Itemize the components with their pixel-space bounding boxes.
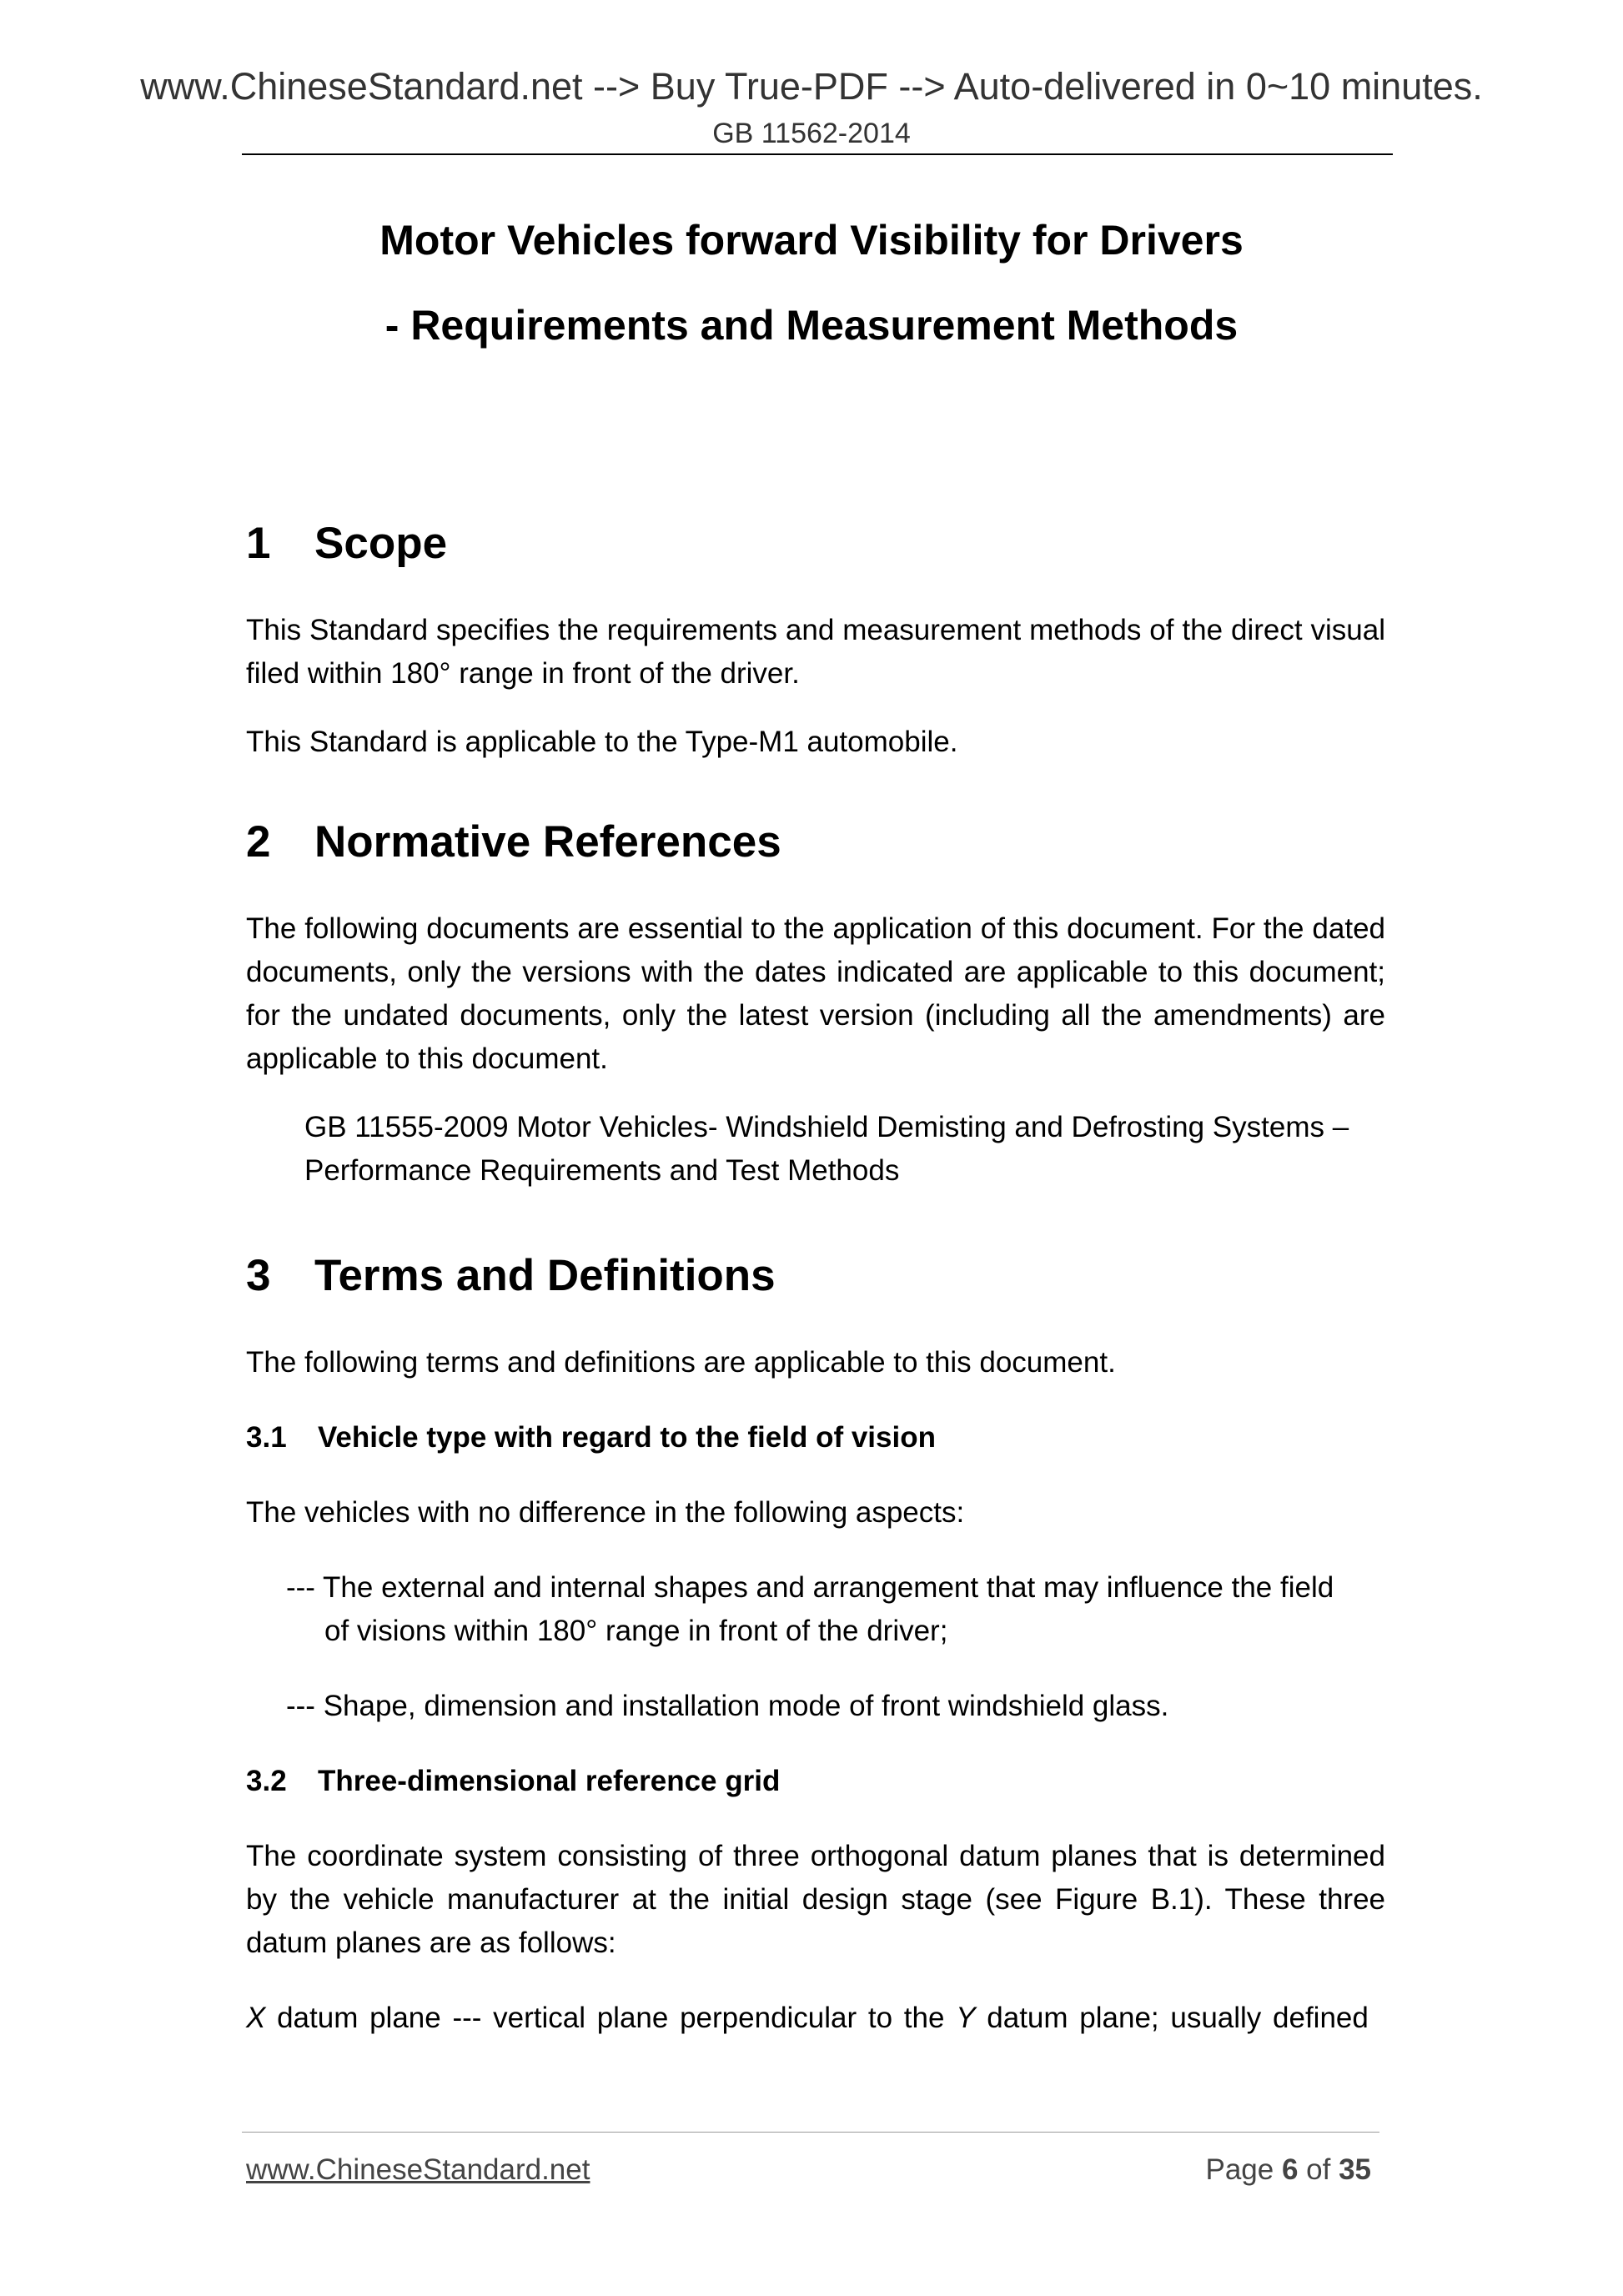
list-item-line: --- The external and internal shapes and arrangement that may influence the field xyxy=(286,1571,1334,1604)
paragraph: The coordinate system consisting of three orthogonal datum planes that is determined by the vehicle manufacturer at the initial design stage (see Figure B.1). These three datum planes are as follows: xyxy=(246,1840,1385,1959)
main-content xyxy=(246,517,1385,2040)
section-title: Scope xyxy=(314,519,448,568)
section-title: Normative References xyxy=(314,817,781,867)
document-title-line2: - Requirements and Measurement Methods xyxy=(384,302,1239,349)
paragraph: This Standard is applicable to the Type-M1 automobile. xyxy=(246,726,958,758)
subsection-heading-3-2 xyxy=(246,1760,1385,1803)
footer-website-link[interactable]: www.ChineseStandard.net xyxy=(246,2153,590,2186)
section-heading-scope xyxy=(246,517,1385,570)
subsection-heading-3-1 xyxy=(246,1416,1385,1459)
paragraph-text: datum plane --- vertical plane perpendicular to the xyxy=(265,2002,957,2034)
dash-list-item xyxy=(246,1566,1385,1653)
subsection-title: Three-dimensional reference grid xyxy=(318,1765,781,1797)
italic-symbol-y: Y xyxy=(956,2002,976,2034)
page-prefix: Page xyxy=(1205,2153,1282,2186)
subsection-number: 3.2 xyxy=(246,1765,287,1797)
paragraph-text: datum plane; usually defined xyxy=(975,2002,1369,2034)
page-of: of xyxy=(1298,2153,1339,2186)
italic-symbol-x: X xyxy=(246,2002,266,2034)
section-title: Terms and Definitions xyxy=(314,1251,776,1300)
paragraph: The vehicles with no difference in the following aspects: xyxy=(246,1496,965,1529)
paragraph: The following documents are essential to the application of this document. For the dated documents, only the versions with the dates indicated are applicable to this document; for the undated documents, only the latest version (including all the amendments) are applicable to this document. xyxy=(246,912,1385,1075)
page-number xyxy=(1205,2152,1371,2188)
section-number: 1 xyxy=(246,519,271,568)
header-banner: www.ChineseStandard.net --> Buy True-PDF --> Auto-delivered in 0~10 minutes. xyxy=(140,65,1483,108)
subsection-title: Vehicle type with regard to the field of vision xyxy=(318,1421,936,1454)
reference-entry xyxy=(246,1106,1385,1193)
subsection-number: 3.1 xyxy=(246,1421,287,1454)
paragraph: This Standard specifies the requirements and measurement methods of the direct visual filed within 180° range in front of the driver. xyxy=(246,614,1385,690)
section-number: 2 xyxy=(246,817,271,867)
document-title-line1: Motor Vehicles forward Visibility for Drivers xyxy=(379,217,1244,264)
current-page: 6 xyxy=(1281,2153,1299,2186)
total-pages: 35 xyxy=(1339,2153,1371,2186)
footer-divider xyxy=(242,2132,1379,2133)
paragraph: The following terms and definitions are applicable to this document. xyxy=(246,1346,1116,1379)
standard-code: GB 11562-2014 xyxy=(712,118,911,149)
dash-list-item: --- Shape, dimension and installation mode of front windshield glass. xyxy=(286,1690,1169,1722)
reference-line: Performance Requirements and Test Methods xyxy=(304,1154,900,1187)
section-heading-terms-and-definitions xyxy=(246,1249,1385,1303)
list-item-line: of visions within 180° range in front of the driver; xyxy=(324,1615,948,1647)
section-heading-normative-references xyxy=(246,816,1385,869)
reference-line: GB 11555-2009 Motor Vehicles- Windshield Demisting and Defrosting Systems – xyxy=(304,1111,1349,1143)
section-number: 3 xyxy=(246,1251,271,1300)
paragraph xyxy=(246,1997,1385,2040)
header-divider xyxy=(242,153,1393,155)
